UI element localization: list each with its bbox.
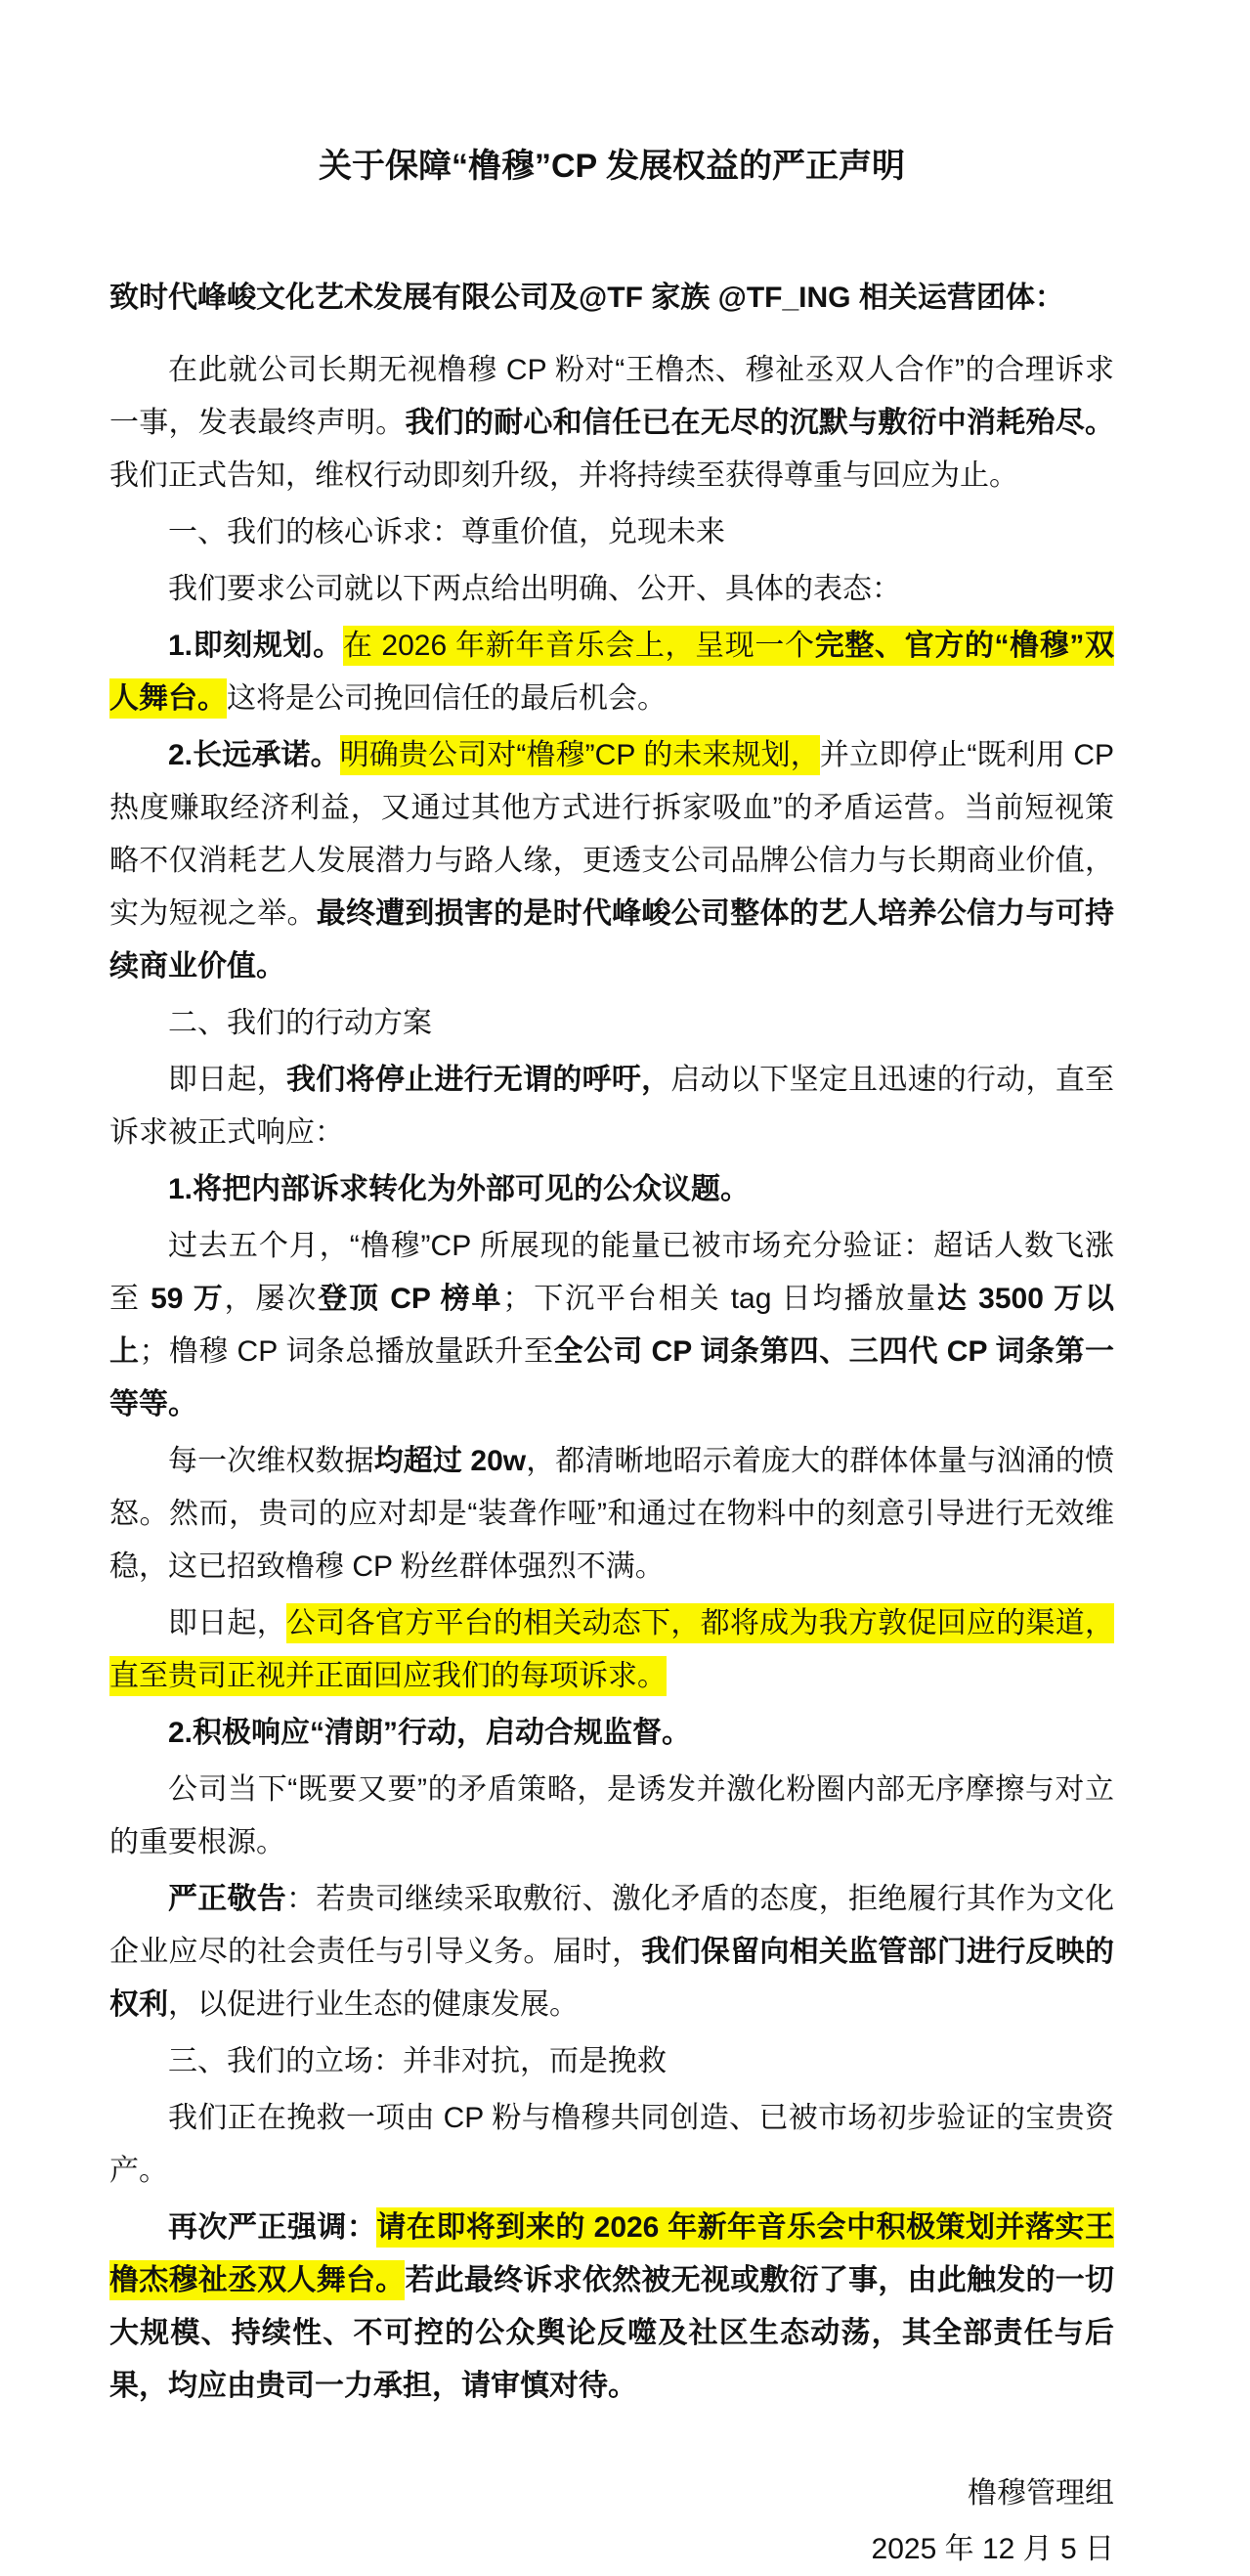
text-segment: ，以促进行业生态的健康发展。 xyxy=(168,1988,579,2021)
paragraph xyxy=(109,2035,1114,2088)
text-segment: 三、我们的立场：并非对抗，而是挽救 xyxy=(168,2045,667,2077)
bold-text: 最终遭到损害的是时代峰峻公司整体的艺人培养公信力与可持续商业价值。 xyxy=(109,897,1115,982)
paragraph xyxy=(109,344,1114,502)
paragraph xyxy=(109,1707,1114,1760)
text-segment: ；下沉平台相关 tag 日均播放量 xyxy=(502,1283,938,1315)
highlighted-text: 请在即将到来的 2026 年新年音乐会中积极策划并落实王橹杰穆祉丞双人舞台。 xyxy=(109,2207,1114,2300)
text-segment: 公司当下“既要又要”的矛盾策略，是诱发并激化粉圈内部无序摩擦与对立的重要根源。 xyxy=(109,1773,1114,1858)
document-title: 关于保障“橹穆”CP 发展权益的严正声明 xyxy=(318,148,906,185)
document-body xyxy=(109,344,1114,2413)
signature: 橹穆管理组 xyxy=(968,2477,1114,2510)
text-segment: 过去五个月，“橹穆”CP 所展现的能量已被市场充分验证：超话人数飞涨至 xyxy=(109,1230,1114,1315)
bold-text: 登顶 CP 榜单 xyxy=(318,1283,503,1315)
paragraph xyxy=(109,506,1114,559)
bold-text: 全公司 CP 词条第四、三四代 CP 词条第一等等。 xyxy=(109,1335,1115,1420)
bold-text: 2.长远承诺。 xyxy=(168,739,340,771)
text-segment: 启动以下坚定且迅速的行动，直至诉求被正式响应： xyxy=(109,1064,1115,1149)
text-segment: 我们正式告知，维权行动即刻升级，并将持续至获得尊重与回应为止。 xyxy=(109,459,1018,492)
text-segment: 即日起， xyxy=(168,1064,287,1096)
text-segment: 即日起， xyxy=(168,1607,287,1639)
text-segment: ，都清晰地昭示着庞大的群体体量与汹涌的愤怒。然而，贵司的应对却是“装聋作哑”和通过在物料中的刻意引导进行无效维稳，这已招致橹穆 CP 粉丝群体强烈不满。 xyxy=(109,1445,1114,1583)
paragraph xyxy=(109,1873,1114,2031)
highlighted-text: 在 2026 年新年音乐会上，呈现一个 xyxy=(343,626,815,666)
bold-text: 均超过 20w xyxy=(373,1445,527,1477)
document-date: 2025 年 12 月 5 日 xyxy=(871,2533,1114,2565)
bold-text: 1.将把内部诉求转化为外部可见的公众议题。 xyxy=(168,1173,751,1205)
statement-document xyxy=(109,142,1114,2576)
bold-text: 我们保留向相关监管部门进行反映的权利 xyxy=(109,1936,1115,2021)
bold-text: 1.即刻规划。 xyxy=(168,630,343,662)
bold-text: 我们的耐心和信任已在无尽的沉默与敷衍中消耗殆尽。 xyxy=(405,407,1115,439)
paragraph xyxy=(109,620,1114,725)
paragraph xyxy=(109,563,1114,616)
paragraph xyxy=(109,1054,1114,1159)
highlighted-text: 完整、官方的“橹穆”双人舞台。 xyxy=(109,626,1114,719)
paragraph xyxy=(109,729,1114,993)
text-segment: 我们要求公司就以下两点给出明确、公开、具体的表态： xyxy=(168,573,901,605)
paragraph xyxy=(109,1435,1114,1594)
paragraph xyxy=(109,1597,1114,1703)
paragraph xyxy=(109,2202,1114,2413)
paragraph xyxy=(109,1220,1114,1431)
paragraph xyxy=(109,1764,1114,1869)
bold-text: 我们将停止进行无谓的呼吁， xyxy=(286,1064,671,1096)
paragraph xyxy=(109,997,1114,1050)
text-segment: ；橹穆 CP 词条总播放量跃升至 xyxy=(139,1335,554,1368)
text-segment: 二、我们的行动方案 xyxy=(168,1007,432,1039)
highlighted-text: 明确贵公司对“橹穆”CP 的未来规划， xyxy=(340,735,820,775)
text-segment: 一、我们的核心诉求：尊重价值，兑现未来 xyxy=(168,516,725,548)
paragraph xyxy=(109,2092,1114,2198)
text-segment: 我们正在挽救一项由 CP 粉与橹穆共同创造、已被市场初步验证的宝贵资产。 xyxy=(109,2102,1114,2187)
bold-text: 若此最终诉求依然被无视或敷衍了事，由此触发的一切大规模、持续性、不可控的公众舆论反噬及社区生态动荡，其全部责任与后果，均应由贵司一力承担，请审慎对待。 xyxy=(109,2264,1115,2402)
text-segment: ，屡次 xyxy=(224,1283,319,1315)
text-segment: 并立即停止“既利用 CP 热度赚取经济利益，又通过其他方式进行拆家吸血”的矛盾运营。当前短视策略不仅消耗艺人发展潜力与路人缘，更透支公司品牌公信力与长期商业价值，实为短视之举。 xyxy=(109,739,1115,930)
bold-text: 达 3500 万以上 xyxy=(109,1283,1114,1368)
paragraph xyxy=(109,1163,1114,1216)
bold-text: 59 万 xyxy=(151,1283,225,1315)
text-segment: 这将是公司挽回信任的最后机会。 xyxy=(227,682,667,715)
bold-text: 严正敬告 xyxy=(168,1883,287,1915)
addressee: 致时代峰峻文化艺术发展有限公司及@TF 家族 @TF_ING 相关运营团体： xyxy=(109,282,1064,314)
highlighted-text: 公司各官方平台的相关动态下，都将成为我方敦促回应的渠道，直至贵司正视并正面回应我们的每项诉求。 xyxy=(109,1603,1114,1696)
text-segment: 在此就公司长期无视橹穆 CP 粉对“王橹杰、穆祉丞双人合作”的合理诉求一事，发表最终声明。 xyxy=(109,354,1114,439)
bold-text: 2.积极响应“清朗”行动，启动合规监督。 xyxy=(168,1717,692,1749)
text-segment: ：若贵司继续采取敷衍、激化矛盾的态度，拒绝履行其作为文化企业应尽的社会责任与引导义务。届时， xyxy=(109,1883,1115,1968)
text-segment: 每一次维权数据 xyxy=(168,1445,374,1477)
bold-text: 再次严正强调： xyxy=(168,2211,377,2244)
